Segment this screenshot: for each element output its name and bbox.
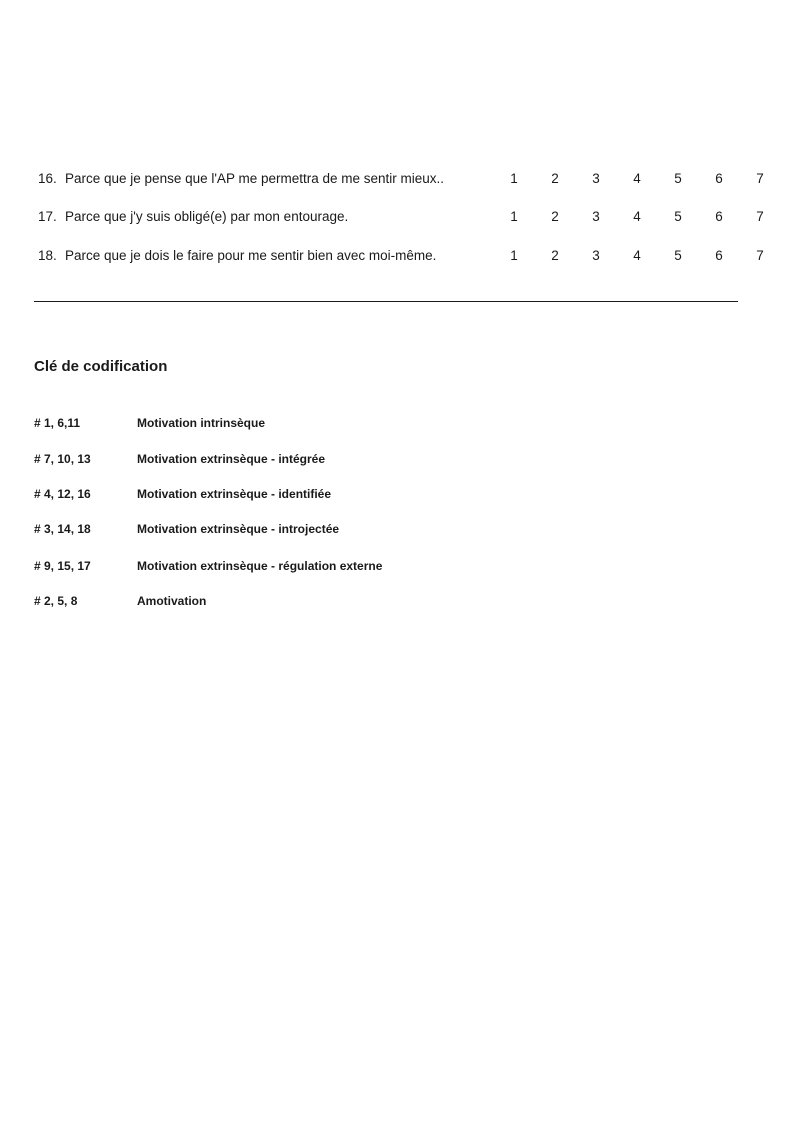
scale-option-2[interactable]: 2 [551,248,559,263]
scale-option-3[interactable]: 3 [592,209,600,224]
coding-key-row [34,450,634,468]
scale-option-4[interactable]: 4 [633,248,641,263]
question-text: Parce que je pense que l'AP me permettra de me sentir mieux.. [65,171,445,186]
coding-key-row [34,485,634,503]
coding-key-row [34,592,634,610]
coding-key-heading: Clé de codification [34,358,168,375]
scale-option-7[interactable]: 7 [756,209,764,224]
coding-key-items: # 2, 5, 8 [34,594,78,608]
scale-option-6[interactable]: 6 [715,171,723,186]
rating-scale [506,207,768,227]
question-17 [38,207,783,227]
scale-option-5[interactable]: 5 [674,248,682,263]
coding-key-items: # 9, 15, 17 [34,559,91,573]
coding-key-label: Amotivation [137,594,207,608]
scale-option-2[interactable]: 2 [551,171,559,186]
coding-key-label: Motivation extrinsèque - régulation externe [137,559,383,573]
question-number: 17. [38,209,57,224]
scale-option-1[interactable]: 1 [510,209,518,224]
coding-key-items: # 7, 10, 13 [34,452,91,466]
scale-option-5[interactable]: 5 [674,171,682,186]
question-18 [38,246,783,266]
coding-key-label: Motivation extrinsèque - introjectée [137,522,340,536]
coding-key-label: Motivation extrinsèque - identifiée [137,487,332,501]
scale-option-5[interactable]: 5 [674,209,682,224]
scale-option-1[interactable]: 1 [510,248,518,263]
coding-key-row [34,557,634,575]
scale-option-7[interactable]: 7 [756,171,764,186]
question-16 [38,169,783,189]
scale-option-4[interactable]: 4 [633,209,641,224]
question-number: 16. [38,171,57,186]
scale-option-3[interactable]: 3 [592,248,600,263]
question-number: 18. [38,248,57,263]
scale-option-1[interactable]: 1 [510,171,518,186]
section-divider [34,301,738,302]
coding-key-items: # 1, 6,11 [34,416,81,430]
scale-option-6[interactable]: 6 [715,209,723,224]
scale-option-7[interactable]: 7 [756,248,764,263]
rating-scale [506,169,768,189]
coding-key-items: # 4, 12, 16 [34,487,91,501]
coding-key-row [34,414,634,432]
scale-option-2[interactable]: 2 [551,209,559,224]
rating-scale [506,246,768,266]
coding-key-label: Motivation extrinsèque - intégrée [137,452,326,466]
scale-option-6[interactable]: 6 [715,248,723,263]
scale-option-4[interactable]: 4 [633,171,641,186]
scale-option-3[interactable]: 3 [592,171,600,186]
question-text: Parce que j'y suis obligé(e) par mon entourage. [65,209,349,224]
coding-key-items: # 3, 14, 18 [34,522,91,536]
question-text: Parce que je dois le faire pour me sentir bien avec moi-même. [65,248,437,263]
coding-key-row [34,520,634,538]
coding-key-label: Motivation intrinsèque [137,416,266,430]
